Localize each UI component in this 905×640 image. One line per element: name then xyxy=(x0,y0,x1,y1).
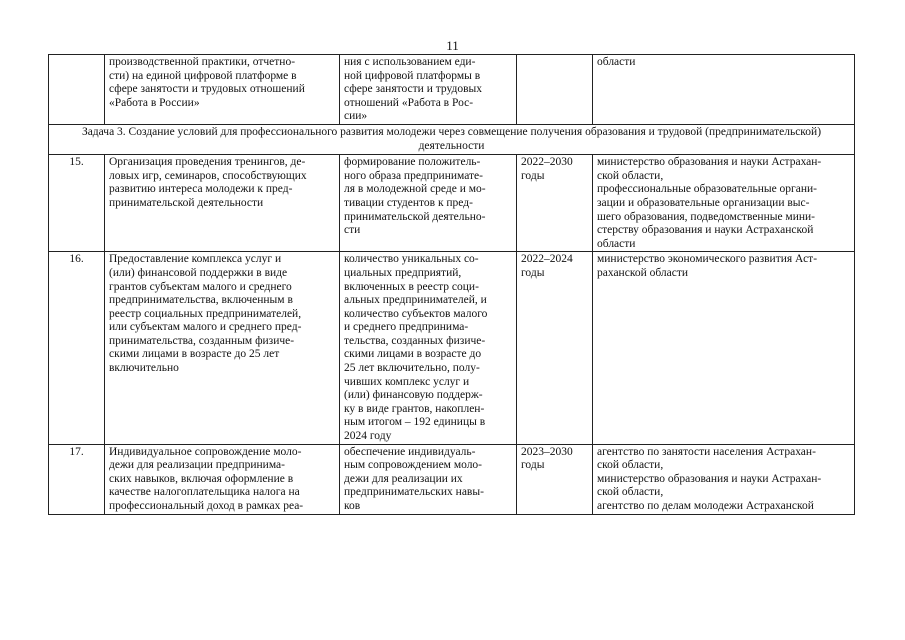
text-line: профессиональный доход в рамках реа- xyxy=(109,500,304,512)
text-line: ку в виде грантов, накоплен- xyxy=(344,402,485,415)
text-line: принимательской деятельности xyxy=(109,196,264,209)
text-line: (или) финансовой поддержки в виде xyxy=(109,266,288,279)
text-line: ного образа предпринимате- xyxy=(344,169,483,182)
text-line: годы xyxy=(521,266,545,279)
text-line: чивших комплекс услуг и xyxy=(344,375,470,388)
text-line: принимательской деятельно- xyxy=(344,210,486,223)
text-line: годы xyxy=(521,459,545,472)
result-cell xyxy=(340,444,517,514)
text-line: качестве налогоплательщика налога на xyxy=(109,486,300,499)
text-line: ских навыков, включая оформление в xyxy=(109,472,294,485)
event-cell xyxy=(105,55,340,125)
term-cell xyxy=(517,155,593,252)
text-line: обеспечение индивидуаль- xyxy=(344,445,476,458)
executor-cell xyxy=(593,444,855,514)
table-row xyxy=(49,444,855,514)
text-line: ской области, xyxy=(597,486,664,499)
table-row-continuation xyxy=(49,55,855,125)
text-line: формирование положитель- xyxy=(344,156,481,169)
text-line: сфере занятости и трудовых отношений xyxy=(109,83,305,96)
term-cell xyxy=(517,252,593,444)
page-number: 11 xyxy=(446,38,459,53)
text-line: министерство образования и науки Астрахан- xyxy=(597,156,822,169)
text-line: ным итогом – 192 единицы в xyxy=(344,416,486,429)
text-line: и среднего предпринима- xyxy=(344,321,469,334)
table-row xyxy=(49,155,855,252)
text-line: 25 лет включительно, полу- xyxy=(344,362,480,375)
text-line: реестр социальных предпринимателей, xyxy=(109,307,302,320)
text-line: сфере занятости и трудовых xyxy=(344,83,483,96)
text-line: 2023–2030 xyxy=(521,445,573,458)
text-line: раханской области xyxy=(597,266,689,279)
result-cell xyxy=(340,252,517,444)
row-number: 17. xyxy=(49,444,105,514)
text-line: грантов субъектам малого и среднего xyxy=(109,280,292,293)
text-line: 2024 году xyxy=(344,430,392,443)
text-line: Организация проведения тренингов, де- xyxy=(109,156,306,169)
text-line: или субъектам малого и среднего пред- xyxy=(109,321,302,334)
text-line: предпринимательских навы- xyxy=(344,486,484,499)
text-line: годы xyxy=(521,169,545,182)
task-heading-row xyxy=(49,124,855,154)
event-cell xyxy=(105,444,340,514)
text-line: агентство по занятости населения Астрахан- xyxy=(597,445,816,458)
text-line: Предоставление комплекса услуг и xyxy=(109,253,282,266)
text-line: области xyxy=(597,56,636,68)
text-line: зации и образовательные организации выс- xyxy=(597,196,810,209)
executor-cell xyxy=(593,252,855,444)
text-line: 2022–2030 xyxy=(521,156,573,169)
text-line: циальных предприятий, xyxy=(344,266,462,279)
task3-heading: Задача 3. Создание условий для профессионального развития молодежи через совмещение получения образования и трудовой (предпринимательской) деятельности xyxy=(49,124,855,154)
text-line: скими лицами в возрасте до xyxy=(344,348,482,361)
text-line: ской области, xyxy=(597,169,664,182)
text-line: Индивидуальное сопровождение моло- xyxy=(109,445,302,458)
text-line: производственной практики, отчетно- xyxy=(109,56,296,68)
text-line: стерству образования и науки Астраханской xyxy=(597,224,814,237)
text-line: сии» xyxy=(344,110,368,123)
executor-cell xyxy=(593,155,855,252)
text-line: области xyxy=(597,237,636,250)
text-line: ной цифровой платформы в xyxy=(344,69,481,82)
text-line: ской области, xyxy=(597,459,664,472)
text-line: министерство экономического развития Аст- xyxy=(597,253,818,266)
text-line: 2022–2024 xyxy=(521,253,573,266)
text-line: дежи для реализации предпринима- xyxy=(109,459,285,472)
text-line: профессиональные образовательные органи- xyxy=(597,183,818,196)
text-line: (или) финансовую поддерж- xyxy=(344,389,483,402)
text-line: ловых игр, семинаров, способствующих xyxy=(109,169,307,182)
text-line: количество уникальных со- xyxy=(344,253,479,266)
row-number xyxy=(49,55,105,125)
text-line: ля в молодежной среде и мо- xyxy=(344,183,486,196)
text-line: принимательства, созданным физиче- xyxy=(109,334,295,347)
executor-cell xyxy=(593,55,855,125)
text-line: дежи для реализации их xyxy=(344,472,463,485)
text-line: скими лицами в возрасте до 25 лет xyxy=(109,348,280,361)
text-line: тельства, созданных физиче- xyxy=(344,334,486,347)
text-line: включительно xyxy=(109,362,179,375)
row-number: 15. xyxy=(49,155,105,252)
result-cell xyxy=(340,55,517,125)
text-line: агентство по делам молодежи Астраханской xyxy=(597,500,814,512)
result-cell xyxy=(340,155,517,252)
term-cell xyxy=(517,444,593,514)
text-line: количество субъектов малого xyxy=(344,307,488,320)
text-line: альных предпринимателей, и xyxy=(344,294,487,307)
event-cell xyxy=(105,155,340,252)
table-row xyxy=(49,252,855,444)
text-line: тивации студентов к пред- xyxy=(344,196,473,209)
text-line: ния с использованием еди- xyxy=(344,56,476,68)
measures-table xyxy=(48,54,855,515)
event-cell xyxy=(105,252,340,444)
text-line: министерство образования и науки Астрахан- xyxy=(597,472,822,485)
text-line: отношений «Работа в Рос- xyxy=(344,96,474,109)
text-line: предпринимательства, включенным в xyxy=(109,294,293,307)
text-line: ков xyxy=(344,500,361,512)
row-number: 16. xyxy=(49,252,105,444)
text-line: шего образования, подведомственные мини- xyxy=(597,210,816,223)
text-line: сти xyxy=(344,224,361,237)
text-line: ным сопровождением моло- xyxy=(344,459,483,472)
text-line: «Работа в России» xyxy=(109,96,200,109)
term-cell xyxy=(517,55,593,125)
text-line: включенных в реестр соци- xyxy=(344,280,479,293)
text-line: развитию интереса молодежи к пред- xyxy=(109,183,293,196)
text-line: сти) на единой цифровой платформе в xyxy=(109,69,297,82)
